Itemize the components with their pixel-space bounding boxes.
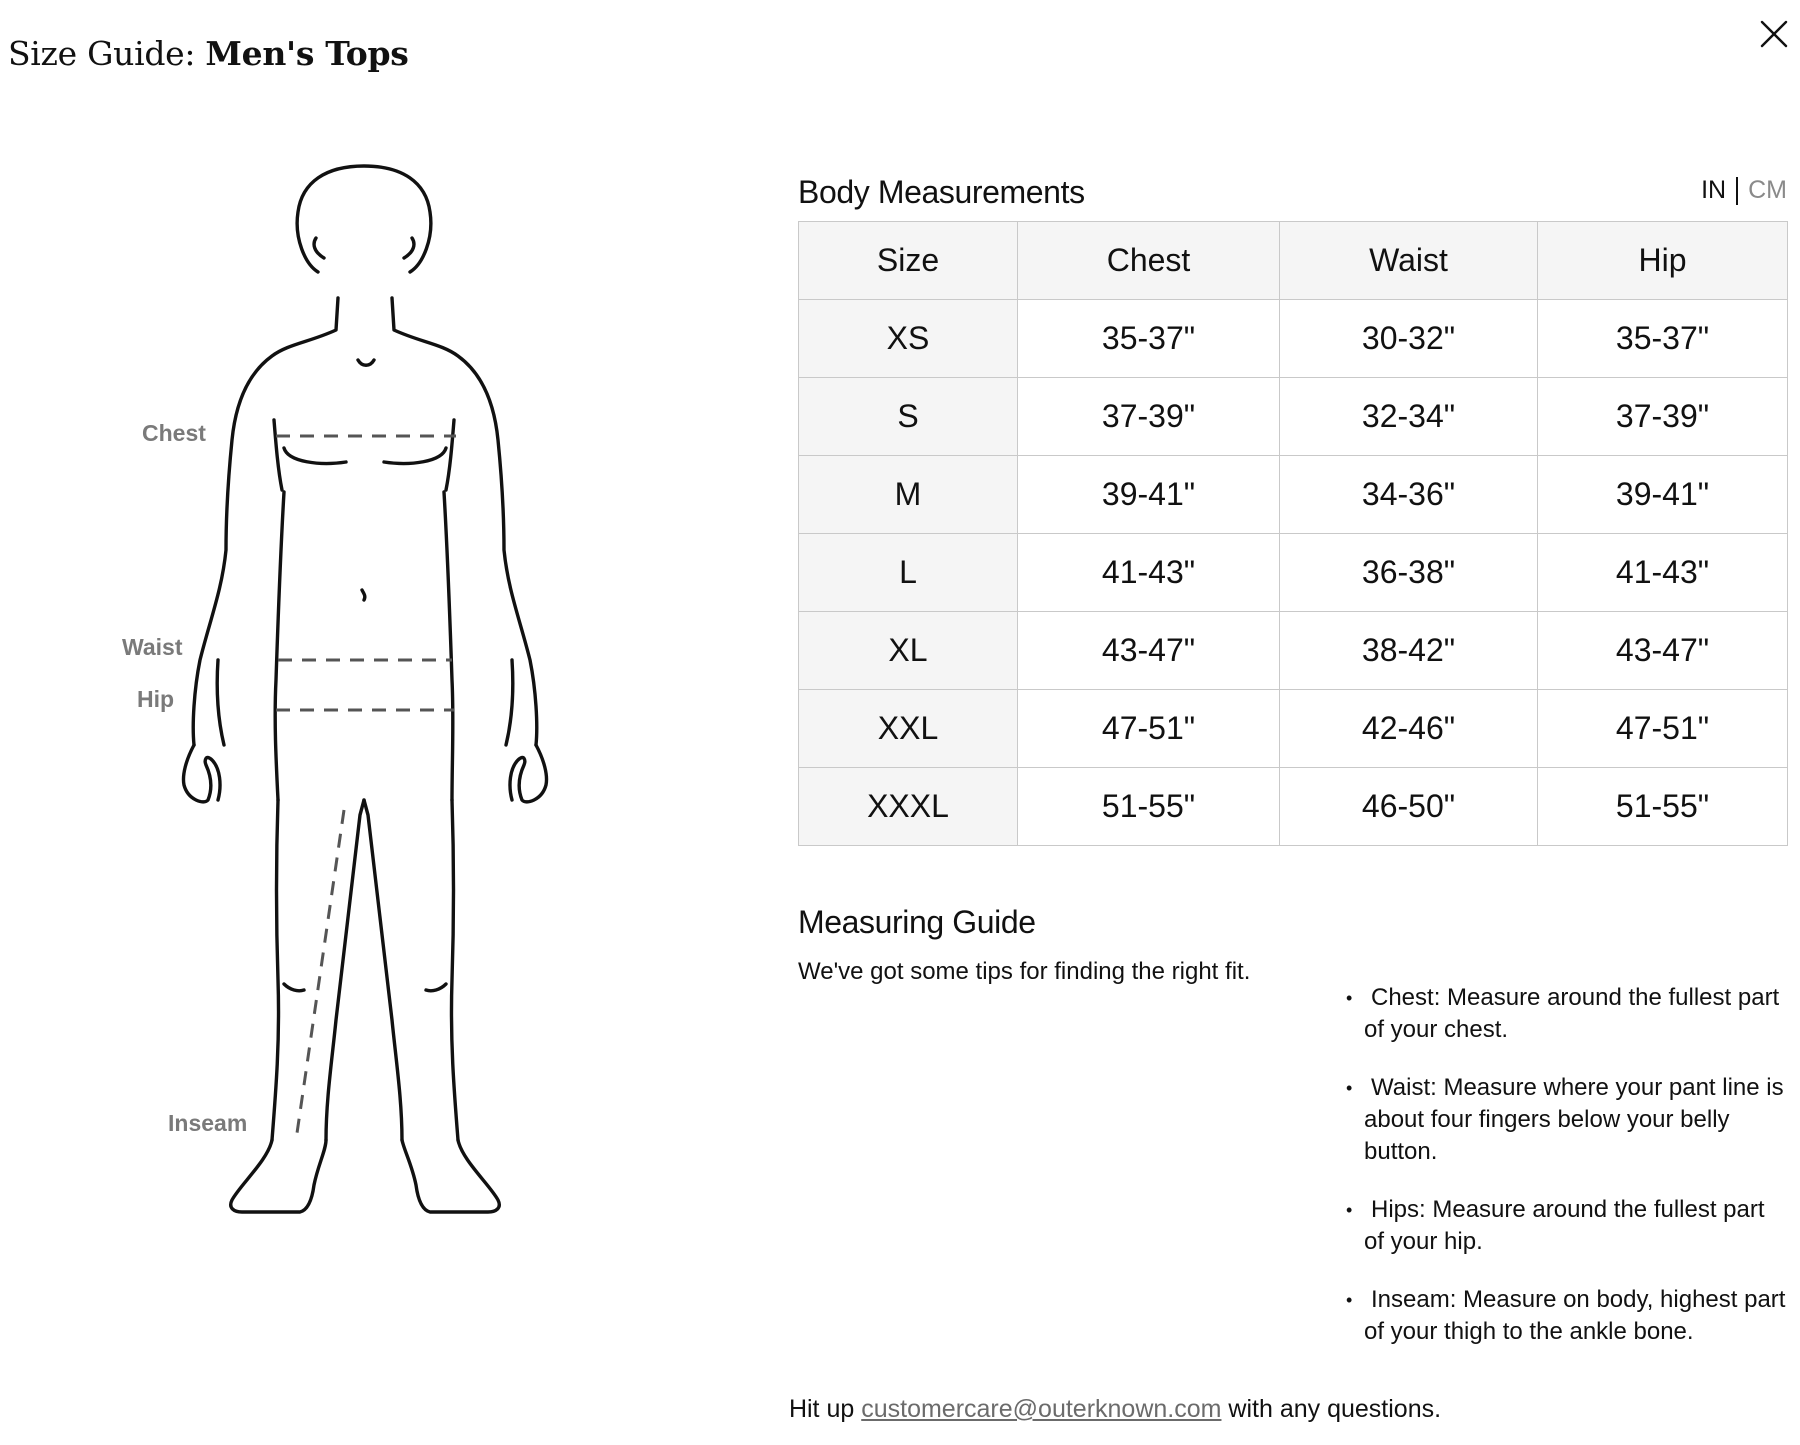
hip-cell: 35-37" <box>1538 300 1788 378</box>
footer-prefix: Hit up <box>788 1395 855 1423</box>
chest-cell: 35-37" <box>1018 300 1280 378</box>
bullet-icon: • <box>1346 1200 1353 1220</box>
label-inseam: Inseam <box>168 1110 248 1136</box>
close-button[interactable] <box>1752 14 1792 54</box>
size-cell: XXXL <box>799 768 1018 846</box>
size-table <box>798 221 1788 846</box>
chest-cell: 41-43" <box>1018 534 1280 612</box>
tips-list <box>1346 982 1786 1374</box>
chest-cell: 51-55" <box>1018 768 1280 846</box>
size-cell: XS <box>799 300 1018 378</box>
footer-contact <box>0 1395 1800 1424</box>
title-prefix: Size Guide: <box>8 34 196 73</box>
column-header-waist: Waist <box>1280 222 1538 300</box>
title-product: Men's Tops <box>205 34 409 73</box>
unit-option-cm[interactable]: CM <box>1748 176 1787 204</box>
hip-cell: 43-47" <box>1538 612 1788 690</box>
table-row <box>799 768 1788 846</box>
waist-cell: 38-42" <box>1280 612 1538 690</box>
hip-cell: 41-43" <box>1538 534 1788 612</box>
table-row <box>799 378 1788 456</box>
bullet-icon: • <box>1346 988 1353 1008</box>
table-row <box>799 534 1788 612</box>
hip-cell: 39-41" <box>1538 456 1788 534</box>
size-cell: M <box>799 456 1018 534</box>
table-header-row <box>799 222 1788 300</box>
bullet-icon: • <box>1346 1078 1353 1098</box>
body-measurements-heading: Body Measurements <box>798 174 1085 210</box>
tip-text: Chest: Measure around the fullest part of your chest. <box>1364 984 1780 1043</box>
footer-suffix: with any questions. <box>1228 1395 1442 1423</box>
modal-title <box>8 34 409 73</box>
list-item <box>1346 1072 1786 1168</box>
measuring-guide-intro: We've got some tips for finding the right fit. <box>798 958 1251 985</box>
chest-cell: 43-47" <box>1018 612 1280 690</box>
inseam-measure-line <box>296 810 344 1140</box>
size-cell: S <box>799 378 1018 456</box>
hip-cell: 47-51" <box>1538 690 1788 768</box>
waist-cell: 46-50" <box>1280 768 1538 846</box>
bullet-icon: • <box>1346 1290 1353 1310</box>
chest-cell: 37-39" <box>1018 378 1280 456</box>
unit-toggle <box>1701 176 1787 205</box>
column-header-chest: Chest <box>1018 222 1280 300</box>
table-row <box>799 690 1788 768</box>
size-cell: XL <box>799 612 1018 690</box>
table-row <box>799 456 1788 534</box>
label-hip: Hip <box>137 686 175 712</box>
list-item <box>1346 982 1786 1046</box>
size-cell: XXL <box>799 690 1018 768</box>
hip-cell: 51-55" <box>1538 768 1788 846</box>
tip-text: Inseam: Measure on body, highest part of your thigh to the ankle bone. <box>1364 1286 1786 1345</box>
table-row <box>799 612 1788 690</box>
list-item <box>1346 1284 1786 1348</box>
label-waist: Waist <box>122 634 183 660</box>
label-chest: Chest <box>142 420 206 446</box>
hip-cell: 37-39" <box>1538 378 1788 456</box>
customer-care-email-link[interactable]: customercare@outerknown.com <box>861 1395 1222 1423</box>
size-cell: L <box>799 534 1018 612</box>
waist-cell: 34-36" <box>1280 456 1538 534</box>
list-item <box>1346 1194 1786 1258</box>
table-row <box>799 300 1788 378</box>
waist-cell: 30-32" <box>1280 300 1538 378</box>
close-icon <box>1752 14 1792 54</box>
waist-cell: 32-34" <box>1280 378 1538 456</box>
column-header-size: Size <box>799 222 1018 300</box>
chest-cell: 47-51" <box>1018 690 1280 768</box>
unit-divider <box>1736 177 1738 205</box>
tip-text: Hips: Measure around the fullest part of your hip. <box>1364 1196 1765 1255</box>
measuring-guide-heading: Measuring Guide <box>798 904 1036 940</box>
waist-cell: 36-38" <box>1280 534 1538 612</box>
column-header-hip: Hip <box>1538 222 1788 300</box>
tip-text: Waist: Measure where your pant line is about four fingers below your belly button. <box>1364 1074 1784 1165</box>
chest-cell: 39-41" <box>1018 456 1280 534</box>
waist-cell: 42-46" <box>1280 690 1538 768</box>
unit-option-in[interactable]: IN <box>1701 176 1727 204</box>
